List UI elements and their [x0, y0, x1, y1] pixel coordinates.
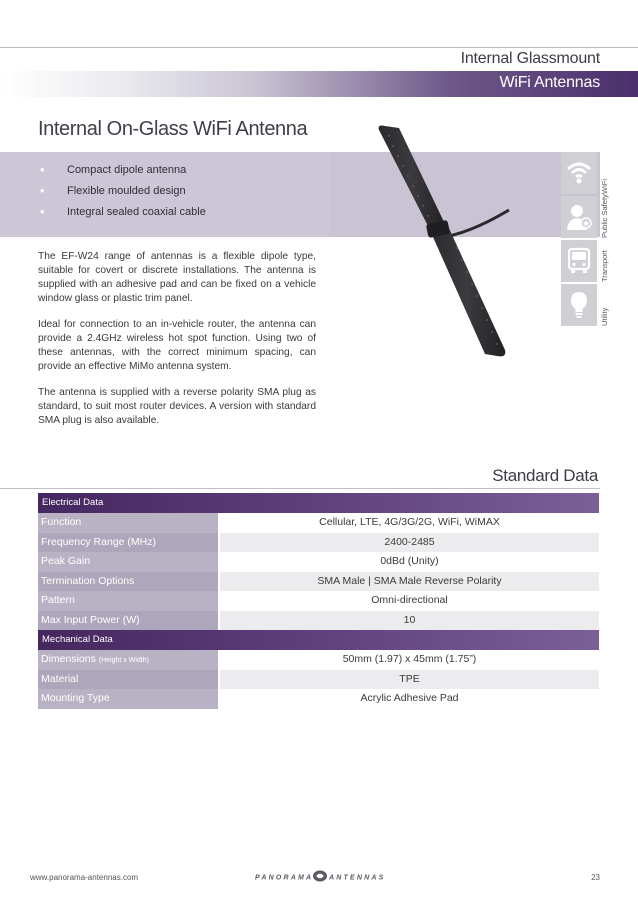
spec-value: 50mm (1.97) x 45mm (1.75”)	[220, 650, 599, 670]
feature-item: • Integral sealed coaxial cable	[40, 205, 206, 226]
antenna-product-image	[367, 120, 552, 360]
spec-value: SMA Male | SMA Male Reverse Polarity	[220, 572, 599, 592]
table-row	[38, 572, 599, 592]
lightbulb-icon	[561, 284, 597, 326]
standard-data-title: Standard Data	[492, 466, 598, 485]
section-title-line2: WiFi Antennas	[499, 74, 600, 91]
table-row	[38, 591, 599, 611]
standard-data-rule	[0, 488, 600, 489]
table-row	[38, 611, 599, 631]
footer-url: www.panorama-antennas.com	[30, 873, 139, 882]
spec-value: Cellular, LTE, 4G/3G/2G, WiFi, WiMAX	[220, 513, 599, 533]
description-paragraph: The antenna is supplied with a reverse polarity SMA plug as standard, to suit most router devices. A version with standard SMA plug is also available.	[38, 387, 316, 426]
product-description	[38, 250, 316, 440]
mechanical-data-heading: Mechanical Data	[38, 630, 599, 650]
table-row	[38, 689, 599, 709]
table-row	[38, 670, 599, 690]
spec-value: Omni-directional	[220, 591, 599, 611]
spec-key: Material	[38, 670, 218, 690]
feature-list	[40, 163, 206, 226]
spec-key: Frequency Range (MHz)	[38, 533, 218, 553]
bullet-icon: •	[40, 204, 45, 219]
description-paragraph: Ideal for connection to an in-vehicle router, the antenna can provide a 2.4GHz wireless hot spot function. Using two of these antennas, with the correct minimum spacing, can provide an effective MiMo antenna system.	[38, 319, 316, 372]
svg-text:PANORAMA: PANORAMA	[255, 874, 314, 882]
sector-label: Transport	[600, 250, 609, 282]
wifi-icon	[561, 152, 597, 194]
product-title: Internal On-Glass WiFi Antenna	[38, 118, 308, 140]
bullet-icon: •	[40, 183, 45, 198]
table-row	[38, 513, 599, 533]
page-number: 23	[591, 873, 600, 882]
spec-value: 0dBd (Unity)	[220, 552, 599, 572]
feature-item: • Flexible moulded design	[40, 184, 206, 205]
table-row	[38, 552, 599, 572]
spec-key: Function	[38, 513, 218, 533]
spec-value: 2400-2485	[220, 533, 599, 553]
spec-key: Termination Options	[38, 572, 218, 592]
spec-key: Dimensions (Height x Width)	[38, 650, 218, 670]
bus-icon	[561, 240, 597, 282]
electrical-data-heading: Electrical Data	[38, 493, 599, 513]
description-paragraph: The EF-W24 range of antennas is a flexible dipole type, suitable for covert or discrete installations. The antenna is supplied with an adhesive pad and can be fixed on a vehicle window glass or plastic trim panel.	[38, 251, 316, 304]
table-row	[38, 533, 599, 553]
spec-key: Pattern	[38, 591, 218, 611]
sector-label: WiFi	[600, 179, 609, 194]
spec-key-note: (Height x Width)	[98, 657, 149, 664]
spec-key: Mounting Type	[38, 689, 218, 709]
sector-label: Utility	[600, 307, 609, 326]
svg-text:ANTENNAS: ANTENNAS	[329, 874, 385, 882]
public-safety-icon	[561, 196, 597, 238]
header-rule	[0, 47, 638, 48]
spec-value: 10	[220, 611, 599, 631]
table-row	[38, 650, 599, 670]
spec-value: TPE	[220, 670, 599, 690]
spec-table	[38, 493, 599, 709]
spec-value: Acrylic Adhesive Pad	[220, 689, 599, 709]
sector-label: Public Safety	[600, 194, 609, 238]
spec-key: Max Input Power (W)	[38, 611, 218, 631]
feature-item: • Compact dipole antenna	[40, 163, 206, 184]
spec-key: Peak Gain	[38, 552, 218, 572]
panorama-logo	[255, 867, 385, 885]
bullet-icon: •	[40, 162, 45, 177]
section-title-line1: Internal Glassmount	[460, 50, 600, 67]
